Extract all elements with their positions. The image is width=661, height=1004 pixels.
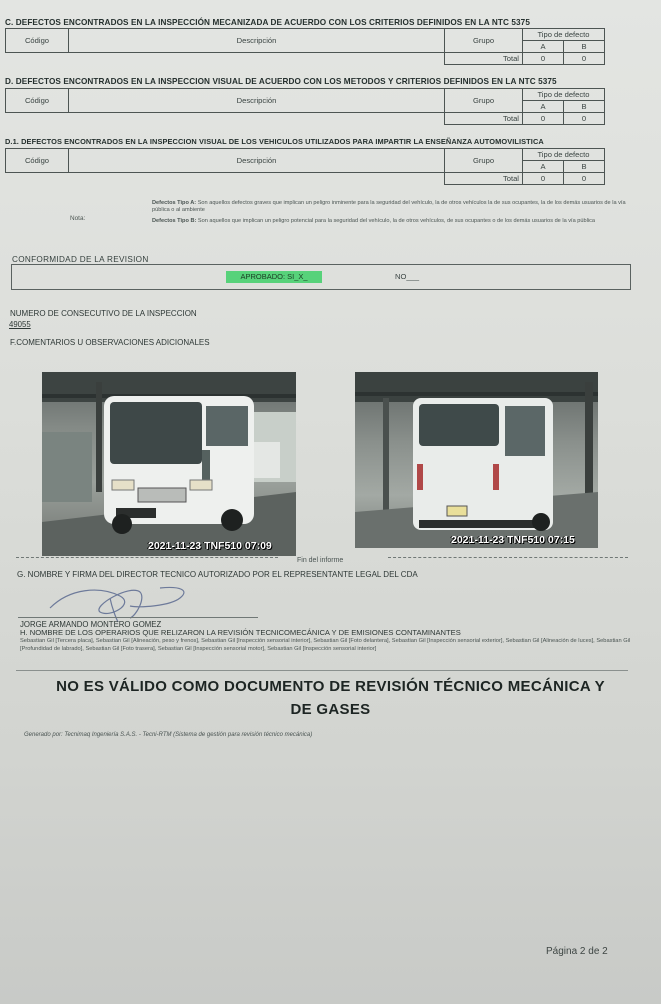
section-d-title: D. DEFECTOS ENCONTRADOS EN LA INSPECCION VISUAL DE ACUERDO CON LOS METODOS Y CRITERIOS DEFINIDOS EN LA NTC 5375 bbox=[5, 77, 557, 86]
description-header: Descripción bbox=[69, 149, 445, 173]
type-a-header: A bbox=[523, 101, 564, 113]
group-header: Grupo bbox=[445, 29, 523, 53]
validity-warning-line2: DE GASES bbox=[290, 701, 371, 718]
end-dashline-right bbox=[388, 557, 628, 558]
code-header: Código bbox=[6, 149, 69, 173]
description-header: Descripción bbox=[69, 29, 445, 53]
type-a-title: Defectos Tipo A: bbox=[152, 200, 197, 206]
total-b-value: 0 bbox=[564, 113, 605, 125]
type-b-text: Son aquellos que implican un peligro potencial para la seguridad del vehículo, la de otros vehículos, de sus ocupantes o de los demás usuarios de la vía pública bbox=[197, 218, 596, 224]
front-bus-image bbox=[42, 372, 296, 556]
total-a-value: 0 bbox=[523, 113, 564, 125]
front-photo-timestamp: 2021-11-23 TNF510 07:09 bbox=[148, 540, 272, 552]
approved-badge: APROBADO: SI_X_ bbox=[226, 271, 322, 283]
type-a-header: A bbox=[523, 41, 564, 53]
note-type-b bbox=[152, 218, 632, 225]
defect-type-header: Tipo de defecto bbox=[523, 149, 605, 161]
comments-label: F.COMENTARIOS U OBSERVACIONES ADICIONALES bbox=[10, 338, 210, 347]
type-b-header: B bbox=[564, 161, 605, 173]
end-dashline-left bbox=[16, 557, 278, 558]
operators-list: Sebastian Gil [Tercera placa], Sebastian Gil [Alineación, peso y frenos], Sebastian Gil [Inspección sensorial interior], Sebastian Gil [Foto delantera], Sebastian Gil [Inspección sensorial exterior], Sebastian Gil [Alineación de luces], Sebastian Gil [Profundidad de labrado], Sebastian Gil [Foto trasera], Sebastian Gil [Inspección sensorial motor], Sebastian Gil [Inspección sensorial interior] bbox=[20, 638, 631, 652]
conformity-label: CONFORMIDAD DE LA REVISION bbox=[12, 255, 149, 264]
total-b-value: 0 bbox=[564, 173, 605, 185]
type-b-header: B bbox=[564, 41, 605, 53]
group-header: Grupo bbox=[445, 149, 523, 173]
description-header: Descripción bbox=[69, 89, 445, 113]
section-c-table bbox=[5, 28, 605, 65]
signature-line bbox=[18, 617, 258, 618]
total-a-value: 0 bbox=[523, 53, 564, 65]
end-of-report: Fin del informe bbox=[297, 557, 344, 564]
director-label: G. NOMBRE Y FIRMA DEL DIRECTOR TECNICO AUTORIZADO POR EL REPRESENTANTE LEGAL DEL CDA bbox=[17, 570, 418, 579]
total-a-value: 0 bbox=[523, 173, 564, 185]
rear-bus-image bbox=[355, 372, 598, 548]
defect-type-header: Tipo de defecto bbox=[523, 89, 605, 101]
total-label: Total bbox=[445, 53, 523, 65]
note-label: Nota: bbox=[70, 215, 86, 222]
conformity-box bbox=[11, 264, 631, 290]
consecutive-value: 49055 bbox=[9, 320, 31, 329]
code-header: Código bbox=[6, 29, 69, 53]
defect-type-header: Tipo de defecto bbox=[523, 29, 605, 41]
generated-by: Generado por: Tecnimaq Ingeniería S.A.S. - Tecni-RTM (Sistema de gestión para revisión técnico mecánica) bbox=[24, 732, 313, 738]
not-approved-field: NO___ bbox=[395, 272, 420, 281]
rear-vehicle-photo bbox=[355, 372, 598, 548]
group-header: Grupo bbox=[445, 89, 523, 113]
section-d1-table bbox=[5, 148, 605, 185]
consecutive-label: NUMERO DE CONSECUTIVO DE LA INSPECCION bbox=[10, 309, 197, 318]
section-d1-title: D.1. DEFECTOS ENCONTRADOS EN LA INSPECCION VISUAL DE LOS VEHICULOS UTILIZADOS PARA IMPARTIR LA ENSEÑANZA AUTOMOVILISTICA bbox=[5, 137, 544, 146]
type-b-title: Defectos Tipo B: bbox=[152, 218, 197, 224]
total-b-value: 0 bbox=[564, 53, 605, 65]
code-header: Código bbox=[6, 89, 69, 113]
type-a-text: Son aquellos defectos graves que implican un peligro inminente para la seguridad del vehículo, la de otros vehículos la de sus ocupantes, la de los demás usuarios de la vía pública o al ambiente bbox=[152, 200, 626, 213]
type-b-header: B bbox=[564, 101, 605, 113]
director-name: JORGE ARMANDO MONTERO GOMEZ bbox=[20, 620, 162, 629]
section-c-title: C. DEFECTOS ENCONTRADOS EN LA INSPECCIÓN MECANIZADA DE ACUERDO CON LOS CRITERIOS DEFINIDOS EN LA NTC 5375 bbox=[5, 18, 530, 27]
operators-divider bbox=[16, 670, 628, 671]
operators-label: H. NOMBRE DE LOS OPERARIOS QUE RELIZARON LA REVISIÓN TECNICOMECÁNICA Y DE EMISIONES CONTAMINANTES bbox=[20, 628, 461, 637]
validity-warning-line1: NO ES VÁLIDO COMO DOCUMENTO DE REVISIÓN TÉCNICO MECÁNICA Y bbox=[56, 678, 605, 695]
type-a-header: A bbox=[523, 161, 564, 173]
front-vehicle-photo bbox=[42, 372, 296, 556]
page-number: Página 2 de 2 bbox=[546, 946, 608, 957]
section-d-table bbox=[5, 88, 605, 125]
total-label: Total bbox=[445, 113, 523, 125]
rear-photo-timestamp: 2021-11-23 TNF510 07:15 bbox=[451, 534, 575, 546]
total-label: Total bbox=[445, 173, 523, 185]
note-type-a bbox=[152, 200, 632, 214]
